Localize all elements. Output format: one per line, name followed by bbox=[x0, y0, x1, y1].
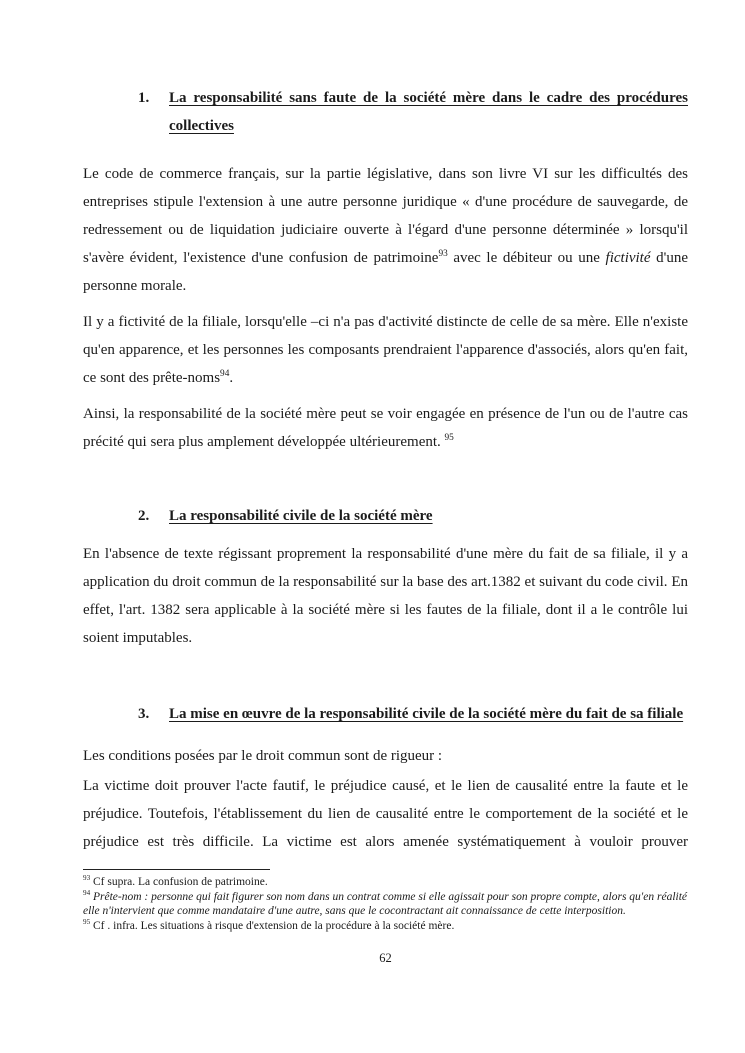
section-heading-1 bbox=[138, 84, 688, 140]
body-paragraph: Ainsi, la responsabilité de la société mère peut se voir engagée en présence de l'un ou de l'autre cas précité qui sera plus amplement développée ultérieurement. $^{95}$ bbox=[83, 406, 688, 450]
heading-number: 1. bbox=[138, 90, 150, 106]
footnote-93: $^{93}$ Cf supra. La confusion de patrimoine. bbox=[83, 874, 268, 888]
page-footer bbox=[83, 951, 688, 966]
body-paragraph: Le code de commerce français, sur la partie législative, dans son livre VI sur les difficultés des entreprises stipule l'extension à une autre personne juridique « d'une procédure de sauvegarde, de redressement ou de liquidation judiciaire ouverte à l'égard d'une personne déterminée » lorsqu'il s'avère évident, l'existence d'une confusion de patrimoine$^{93}$ avec le débiteur ou une fictivité d'une personne morale. bbox=[83, 166, 688, 294]
body-paragraph: Il y a fictivité de la filiale, lorsqu'elle –ci n'a pas d'activité distincte de celle de sa mère. Elle n'existe qu'en apparence, et les personnes les composants prendraient l'apparence d'associés, alors qu'en fait, ce sont des prête-noms$^{94}$. bbox=[83, 314, 688, 386]
heading-number: 3. bbox=[138, 706, 150, 722]
heading-title: La mise en œuvre de la responsabilité civile de la société mère du fait de sa filiale bbox=[169, 706, 684, 722]
heading-number: 2. bbox=[138, 508, 150, 524]
heading-title: La responsabilité civile de la société mère bbox=[169, 508, 433, 524]
body-paragraph: En l'absence de texte régissant proprement la responsabilité d'une mère du fait de sa filiale, il y a application du droit commun de la responsabilité sur la base des art.1382 et suivant du code civil. En effet, l'art. 1382 sera applicable à la société mère si les fautes de la filiale, dont il a le contrôle lui soient imputables. bbox=[83, 546, 688, 646]
section-heading-3 bbox=[138, 700, 688, 728]
footnote-94: $^{94}$ Prête-nom : personne qui fait figurer son nom dans un contrat comme si elle agissait pour son propre compte, alors qu'en réalité elle n'intervient que comme mandataire d'une autre, sans que le cocontractant ait connaissance de cette interposition. bbox=[83, 888, 688, 917]
page-number: 62 bbox=[379, 951, 392, 965]
body-paragraph: Les conditions posées par le droit commun sont de rigueur : bbox=[83, 748, 443, 764]
footnote-95: $^{95}$ Cf . infra. Les situations à risque d'extension de la procédure à la société mère. bbox=[83, 917, 455, 932]
section-heading-2 bbox=[138, 502, 688, 530]
footnote-separator bbox=[83, 869, 270, 870]
footnotes-section bbox=[83, 869, 688, 933]
body-paragraph: La victime doit prouver l'acte fautif, le préjudice causé, et le lien de causalité entre la faute et le préjudice. Toutefois, l'établissement du lien de causalité entre le comportement de la société et le préjudice est très difficile. La victime est alors amenée systématiquement à vouloir prouver bbox=[83, 778, 688, 850]
heading-title: La responsabilité sans faute de la société mère dans le cadre des procédures collectives bbox=[169, 90, 688, 134]
